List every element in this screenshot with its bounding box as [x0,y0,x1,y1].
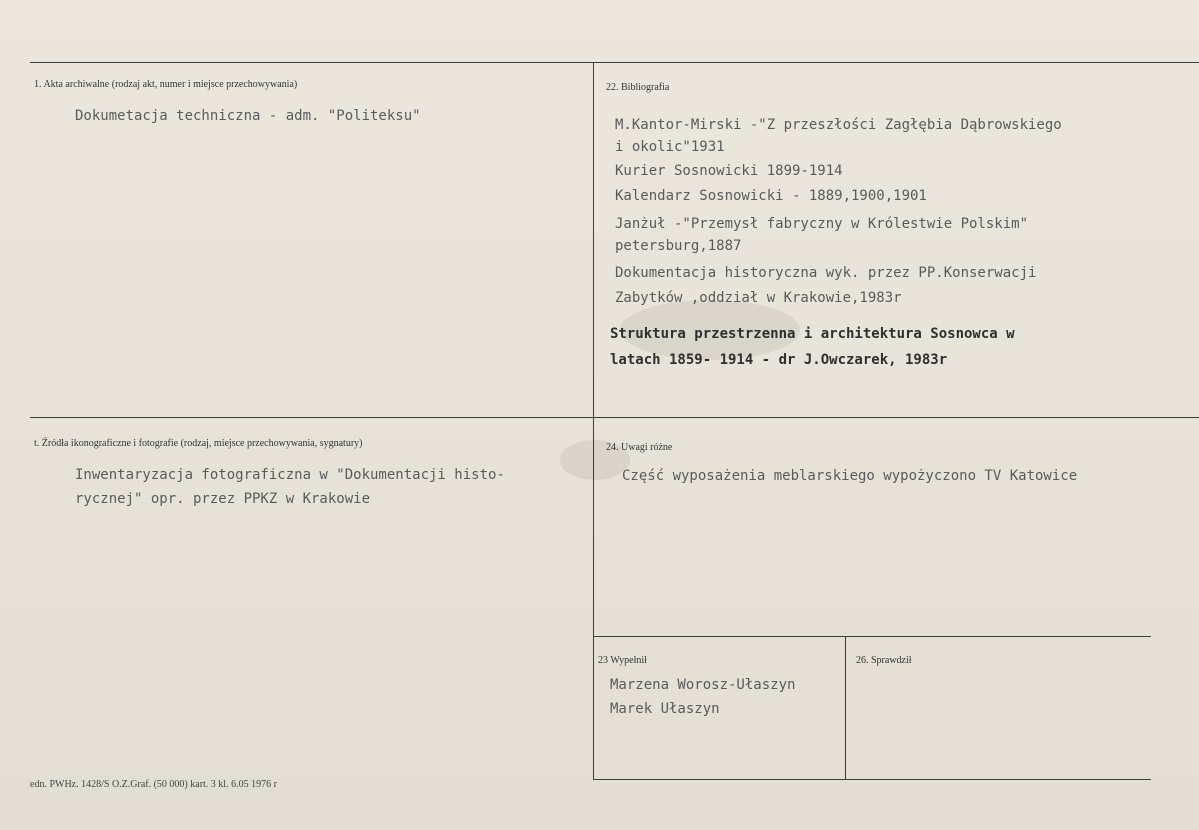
remarks-line: Część wyposażenia meblarskiego wypożyczono TV Katowice [622,468,1078,484]
bibliography-line: Dokumentacja historyczna wyk. przez PP.Konserwacji [615,265,1037,281]
archival-text: Dokumetacja techniczna - adm. "Politeksu" [75,108,421,124]
archival-label: 1. Akta archiwalne (rodzaj akt, numer i miejsce przechowywania) [34,79,298,90]
filled-by-name: Marek Ułaszyn [610,701,720,717]
iconographic-line: Inwentaryzacja fotograficzna w "Dokumentacji histo- [75,467,505,483]
bibliography-line: M.Kantor-Mirski -"Z przeszłości Zagłębia Dąbrowskiego [615,117,1062,133]
iconographic-line: rycznej" opr. przez PPKZ w Krakowie [75,491,371,507]
bibliography-line: Kalendarz Sosnowicki - 1889,1900,1901 [615,188,927,204]
print-info: edn. PWHz. 1428/S O.Z.Graf. (50 000) kart. 3 kl. 6.05 1976 r [30,779,277,790]
iconographic-label: t. Źródła ikonograficzne i fotografie (rodzaj, miejsce przechowywania, sygnatury) [34,438,363,449]
remarks-label: 24. Uwagi różne [606,442,673,453]
bibliography-line: Janżuł -"Przemysł fabryczny w Królestwie Polskim" [615,216,1029,232]
vertical-divider [593,62,594,780]
bibliography-label: 22. Bibliografia [606,82,670,93]
signature-rule [593,636,1151,637]
top-rule [30,62,1199,63]
signature-divider [845,636,846,780]
bibliography-line: i okolic"1931 [615,139,725,155]
bibliography-line: Zabytków ,oddział w Krakowie,1983r [615,290,902,306]
checked-by-label: 26. Sprawdził [856,655,912,666]
bottom-rule [593,779,1151,780]
filled-by-name: Marzena Worosz-Ułaszyn [610,677,796,693]
middle-rule [30,417,1199,418]
bibliography-line: Kurier Sosnowicki 1899-1914 [615,163,843,179]
filled-by-label: 23 Wypełnił [598,655,647,666]
bibliography-bold-line: Struktura przestrzenna i architektura Sosnowca w [610,326,1015,342]
bibliography-line: petersburg,1887 [615,238,742,254]
bibliography-bold-line: latach 1859- 1914 - dr J.Owczarek, 1983r [610,352,948,368]
